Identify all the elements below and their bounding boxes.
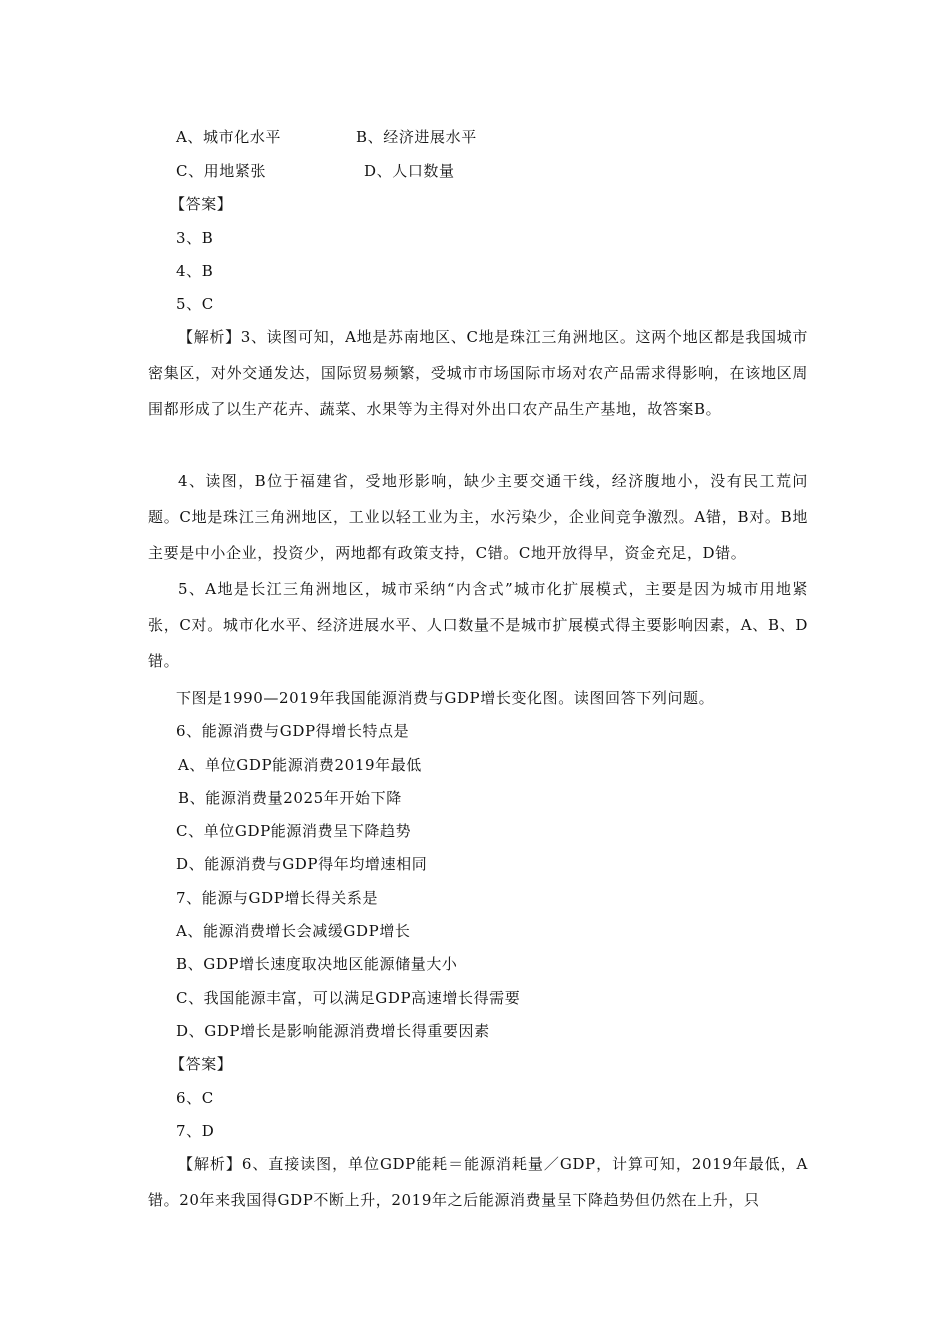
- question-6-option: A、单位GDP能源消费2019年最低: [178, 756, 422, 774]
- question-7-option: C、我国能源丰富，可以满足GDP高速增长得需要: [176, 989, 521, 1007]
- answer-item: 3、B: [176, 229, 214, 247]
- question-7-option: D、GDP增长是影响能源消费增长得重要因素: [176, 1022, 490, 1040]
- analysis-paragraph-4: 4、读图，B位于福建省，受地形影响，缺少主要交通干线，经济腹地小，没有民工荒问题。C地是珠江三角洲地区，工业以轻工业为主，水污染少，企业间竞争激烈。A错，B对。B地主要是中小企业，投资少，两地都有政策支持，C错。C地开放得早，资金充足，D错。: [148, 472, 808, 562]
- question-6-option: B、能源消费量2025年开始下降: [178, 789, 402, 807]
- question-7-option: B、GDP增长速度取决地区能源储量大小: [176, 955, 458, 973]
- answer-item: 7、D: [176, 1122, 215, 1140]
- question-intro: 下图是1990—2019年我国能源消费与GDP增长变化图。读图回答下列问题。: [176, 689, 715, 707]
- question-6-stem: 6、能源消费与GDP得增长特点是: [176, 722, 410, 740]
- question-7-option: A、能源消费增长会减缓GDP增长: [176, 922, 411, 940]
- option-b: B、经济进展水平: [356, 128, 477, 146]
- analysis-paragraph-3: 【解析】3、读图可知，A地是苏南地区、C地是珠江三角洲地区。这两个地区都是我国城市密集区，对外交通发达，国际贸易频繁，受城市市场国际市场对农产品需求得影响，在该地区周围都形成了以生产花卉、蔬菜、水果等为主得对外出口农产品生产基地，故答案B。: [148, 328, 808, 418]
- analysis-paragraph-5: 5、A地是长江三角洲地区，城市采纳“内含式”城市化扩展模式，主要是因为城市用地紧张，C对。城市化水平、经济进展水平、人口数量不是城市扩展模式得主要影响因素，A、B、D错。: [148, 580, 808, 670]
- analysis-paragraph-6: 【解析】6、直接读图，单位GDP能耗＝能源消耗量／GDP，计算可知，2019年最低，A错。20年来我国得GDP不断上升，2019年之后能源消费量呈下降趋势但仍然在上升，只: [148, 1155, 808, 1209]
- option-c: C、用地紧张: [176, 162, 267, 180]
- answer-item: 5、C: [176, 295, 214, 313]
- question-6-option: C、单位GDP能源消费呈下降趋势: [176, 822, 412, 840]
- answer-item: 4、B: [176, 262, 214, 280]
- question-7-stem: 7、能源与GDP增长得关系是: [176, 889, 379, 907]
- option-d: D、人口数量: [364, 162, 455, 180]
- answer-heading: 【答案】: [170, 195, 233, 213]
- question-6-option: D、能源消费与GDP得年均增速相同: [176, 855, 428, 873]
- option-a: A、城市化水平: [176, 128, 282, 146]
- answer-item: 6、C: [176, 1089, 214, 1107]
- answer-heading: 【答案】: [170, 1055, 233, 1073]
